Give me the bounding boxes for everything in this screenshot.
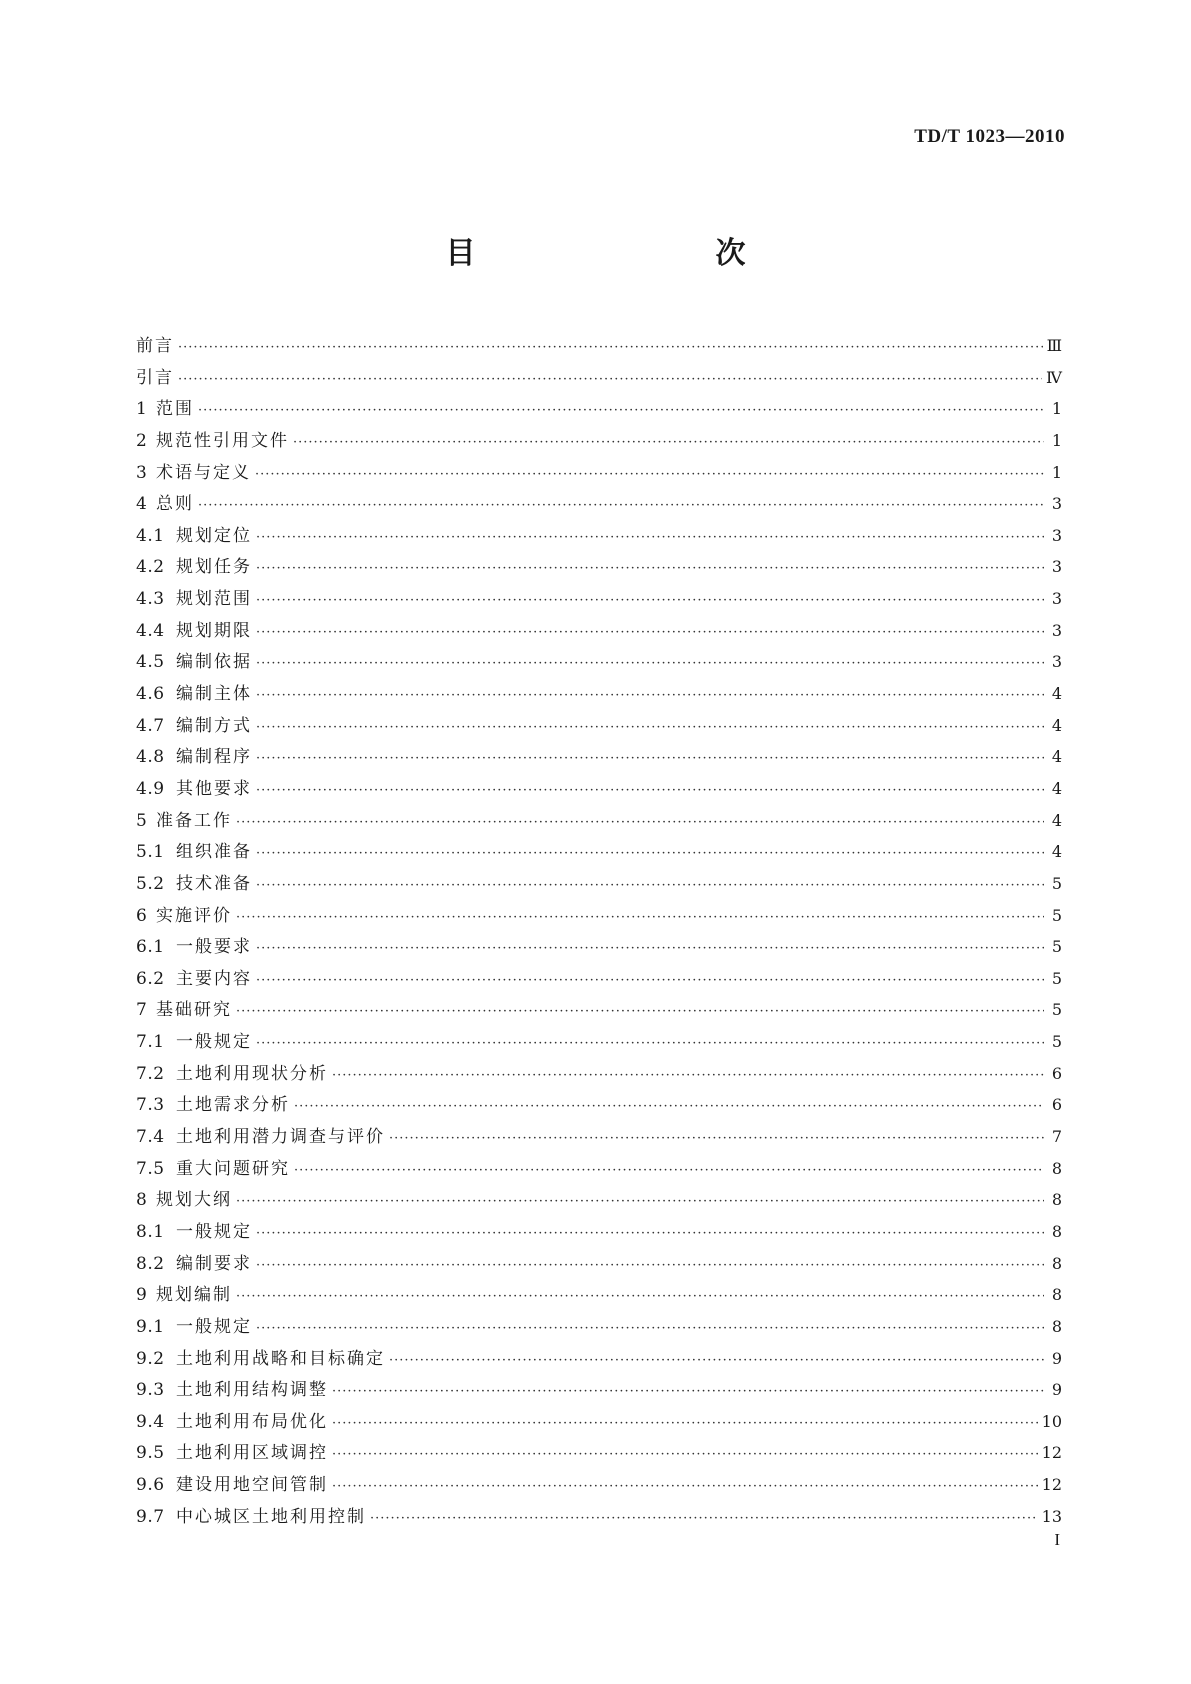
toc-entry-number: 3 [136, 462, 148, 483]
toc-entry-page: 4 [1051, 747, 1062, 767]
toc-entry-number: 9.1 [136, 1316, 165, 1337]
toc-entry-number: 4.6 [136, 684, 165, 705]
toc-entry[interactable] [136, 963, 1062, 995]
toc-leader-dots [256, 775, 1044, 807]
toc-leader-dots [389, 1123, 1044, 1155]
toc-entry[interactable] [136, 1374, 1062, 1406]
table-of-contents [136, 330, 1062, 1532]
toc-leader-dots [294, 1155, 1044, 1187]
toc-leader-dots [178, 332, 1043, 364]
toc-entry[interactable] [136, 1184, 1062, 1216]
toc-entry[interactable] [136, 457, 1062, 489]
toc-entry-title: 土地利用潜力调查与评价 [176, 1127, 385, 1148]
toc-leader-dots [256, 743, 1044, 775]
toc-leader-dots [332, 1471, 1038, 1503]
toc-entry-title: 前言 [136, 336, 174, 356]
toc-entry-title: 土地利用战略和目标确定 [176, 1348, 385, 1369]
toc-entry[interactable] [136, 1248, 1062, 1280]
toc-entry-page: 8 [1051, 1158, 1062, 1178]
toc-entry[interactable] [136, 425, 1062, 457]
toc-leader-dots [236, 902, 1044, 934]
toc-entry[interactable] [136, 1058, 1062, 1090]
toc-leader-dots [256, 553, 1044, 585]
toc-entry-page: 12 [1041, 1443, 1062, 1463]
toc-leader-dots [256, 680, 1044, 712]
toc-entry[interactable] [136, 1469, 1062, 1501]
toc-entry-title: 引言 [136, 367, 174, 388]
toc-entry-title: 准备工作 [156, 810, 232, 831]
toc-leader-dots [256, 870, 1044, 902]
toc-entry-title: 规划期限 [176, 620, 252, 641]
toc-entry-number: 7 [136, 1000, 148, 1021]
toc-entry[interactable] [136, 773, 1062, 805]
toc-leader-dots [236, 807, 1044, 839]
toc-entry-page: 3 [1051, 494, 1062, 514]
toc-entry-page: 5 [1051, 873, 1062, 893]
toc-entry-title: 技术准备 [176, 873, 252, 894]
toc-entry-title: 中心城区土地利用控制 [176, 1506, 366, 1527]
toc-entry-page: 13 [1041, 1506, 1062, 1526]
toc-leader-dots [256, 1218, 1044, 1250]
toc-entry-number: 8.1 [136, 1221, 165, 1242]
toc-entry-number: 5 [136, 810, 148, 831]
toc-entry-number: 4.4 [136, 620, 165, 641]
toc-entry[interactable] [136, 393, 1062, 425]
toc-entry[interactable] [136, 1437, 1062, 1469]
toc-entry[interactable] [136, 805, 1062, 837]
toc-entry-page: 1 [1051, 430, 1062, 450]
toc-leader-dots [256, 585, 1044, 617]
toc-entry-title: 编制主体 [176, 684, 252, 705]
toc-entry-title: 编制要求 [176, 1253, 252, 1274]
toc-entry[interactable] [136, 1121, 1062, 1153]
toc-leader-dots [256, 965, 1044, 997]
toc-entry-page: Ⅲ [1046, 336, 1062, 355]
toc-leader-dots [236, 1281, 1044, 1313]
toc-entry[interactable] [136, 1406, 1062, 1438]
toc-entry-title: 组织准备 [176, 842, 252, 863]
toc-entry-page: 3 [1051, 557, 1062, 577]
toc-entry-page: 8 [1051, 1221, 1062, 1241]
toc-entry-title: 土地利用布局优化 [176, 1411, 328, 1432]
toc-entry-page: 5 [1051, 1032, 1062, 1052]
toc-entry-title: 规范性引用文件 [156, 430, 289, 451]
toc-leader-dots [370, 1503, 1038, 1535]
toc-entry-page: 8 [1051, 1316, 1062, 1336]
toc-entry[interactable] [136, 615, 1062, 647]
toc-entry[interactable] [136, 488, 1062, 520]
toc-entry-number: 5.2 [136, 873, 165, 894]
toc-entry-number: 4.3 [136, 589, 165, 610]
toc-entry-number: 8.2 [136, 1253, 165, 1274]
toc-entry[interactable] [136, 1501, 1062, 1533]
toc-entry[interactable] [136, 583, 1062, 615]
toc-entry-number: 6.2 [136, 968, 165, 989]
toc-leader-dots [198, 490, 1044, 522]
toc-leader-dots [178, 364, 1042, 396]
toc-entry-page: 3 [1051, 589, 1062, 609]
toc-entry[interactable] [136, 520, 1062, 552]
page-title: 目 次 [445, 236, 806, 271]
toc-entry-page: 4 [1051, 810, 1062, 830]
toc-leader-dots [256, 617, 1044, 649]
toc-entry-title: 基础研究 [156, 1000, 232, 1021]
toc-entry-title: 重大问题研究 [176, 1158, 290, 1179]
toc-entry[interactable] [136, 362, 1062, 394]
toc-entry-number: 6.1 [136, 937, 165, 958]
toc-leader-dots [332, 1408, 1038, 1440]
toc-entry-page: 3 [1051, 620, 1062, 640]
toc-leader-dots [256, 1313, 1044, 1345]
toc-entry-number: 7.3 [136, 1095, 165, 1116]
page-number: I [1054, 1530, 1060, 1549]
toc-entry-number: 9 [136, 1285, 148, 1306]
toc-entry-page: Ⅳ [1046, 367, 1062, 387]
toc-leader-dots [256, 1028, 1044, 1060]
toc-entry-title: 规划范围 [176, 589, 252, 610]
toc-entry[interactable] [136, 900, 1062, 932]
toc-entry-number: 9.6 [136, 1475, 165, 1496]
toc-entry-page: 8 [1051, 1285, 1062, 1305]
toc-leader-dots [256, 933, 1044, 965]
toc-entry-number: 7.1 [136, 1032, 165, 1053]
toc-leader-dots [256, 838, 1044, 870]
toc-entry-page: 3 [1051, 525, 1062, 545]
toc-entry-page: 4 [1051, 778, 1062, 798]
toc-entry-title: 土地需求分析 [176, 1095, 290, 1116]
toc-entry[interactable] [136, 710, 1062, 742]
toc-entry-page: 8 [1051, 1190, 1062, 1210]
toc-entry-title: 编制方式 [176, 715, 252, 736]
toc-entry[interactable] [136, 994, 1062, 1026]
toc-entry[interactable] [136, 931, 1062, 963]
toc-entry-page: 4 [1051, 715, 1062, 735]
toc-entry-number: 6 [136, 905, 148, 926]
toc-entry-number: 7.4 [136, 1127, 165, 1148]
toc-entry-page: 1 [1051, 399, 1062, 419]
toc-entry-title: 规划定位 [176, 525, 252, 546]
toc-entry-number: 9.2 [136, 1348, 165, 1369]
toc-entry-number: 7.5 [136, 1158, 165, 1179]
toc-entry[interactable] [136, 1311, 1062, 1343]
toc-entry-title: 一般规定 [176, 1032, 252, 1053]
toc-entry[interactable] [136, 646, 1062, 678]
toc-entry-title: 建设用地空间管制 [176, 1475, 328, 1496]
toc-entry-page: 5 [1051, 968, 1062, 988]
toc-entry[interactable] [136, 836, 1062, 868]
toc-entry[interactable] [136, 741, 1062, 773]
toc-entry-page: 8 [1051, 1253, 1062, 1273]
toc-entry-title: 一般规定 [176, 1316, 252, 1337]
toc-entry-number: 4.9 [136, 778, 165, 799]
toc-entry-number: 4 [136, 494, 148, 515]
toc-entry-page: 4 [1051, 842, 1062, 862]
toc-entry-page: 1 [1051, 462, 1062, 482]
document-code: TD/T 1023—2010 [914, 126, 1065, 147]
toc-entry-number: 9.5 [136, 1443, 165, 1464]
toc-entry-page: 7 [1051, 1127, 1062, 1147]
toc-entry-title: 编制依据 [176, 652, 252, 673]
toc-entry-number: 4.2 [136, 557, 165, 578]
toc-entry-page: 6 [1051, 1095, 1062, 1115]
toc-entry-number: 4.1 [136, 525, 165, 546]
toc-entry-page: 4 [1051, 684, 1062, 704]
toc-entry-number: 7.2 [136, 1063, 165, 1084]
toc-entry-number: 4.8 [136, 747, 165, 768]
toc-entry-number: 9.3 [136, 1380, 165, 1401]
toc-entry-page: 6 [1051, 1063, 1062, 1083]
toc-entry-title: 实施评价 [156, 905, 232, 926]
toc-leader-dots [332, 1060, 1044, 1092]
toc-entry-title: 规划编制 [156, 1285, 232, 1306]
toc-entry-title: 主要内容 [176, 968, 252, 989]
toc-entry-page: 9 [1051, 1380, 1062, 1400]
toc-entry[interactable] [136, 678, 1062, 710]
toc-entry[interactable] [136, 551, 1062, 583]
toc-entry[interactable] [136, 1153, 1062, 1185]
toc-entry-title: 术语与定义 [156, 462, 251, 483]
toc-entry[interactable] [136, 1216, 1062, 1248]
toc-entry-title: 土地利用结构调整 [176, 1380, 328, 1401]
toc-entry-number: 4.5 [136, 652, 165, 673]
toc-entry-page: 12 [1041, 1475, 1062, 1495]
toc-entry-page: 10 [1041, 1411, 1062, 1431]
toc-entry-title: 其他要求 [176, 778, 252, 799]
toc-entry-page: 3 [1051, 652, 1062, 672]
toc-entry-page: 5 [1051, 937, 1062, 957]
toc-entry-number: 4.7 [136, 715, 165, 736]
toc-entry-number: 9.7 [136, 1506, 165, 1527]
toc-entry[interactable] [136, 1279, 1062, 1311]
toc-entry-page: 5 [1051, 905, 1062, 925]
toc-entry[interactable] [136, 330, 1062, 362]
toc-leader-dots [255, 459, 1044, 491]
toc-leader-dots [256, 712, 1044, 744]
toc-entry-number: 5.1 [136, 842, 165, 863]
toc-entry-title: 规划大纲 [156, 1190, 232, 1211]
toc-leader-dots [236, 996, 1044, 1028]
toc-entry-title: 一般规定 [176, 1221, 252, 1242]
toc-entry-title: 土地利用区域调控 [176, 1443, 328, 1464]
toc-leader-dots [256, 1250, 1044, 1282]
toc-entry-title: 编制程序 [176, 747, 252, 768]
toc-entry[interactable] [136, 1089, 1062, 1121]
toc-leader-dots [256, 522, 1044, 554]
toc-entry-page: 9 [1051, 1348, 1062, 1368]
toc-entry-title: 总则 [156, 494, 194, 515]
toc-entry-title: 规划任务 [176, 557, 252, 578]
toc-leader-dots [293, 427, 1044, 459]
toc-entry-number: 2 [136, 430, 148, 451]
toc-entry-number: 8 [136, 1190, 148, 1211]
toc-entry[interactable] [136, 868, 1062, 900]
toc-entry-number: 9.4 [136, 1411, 165, 1432]
toc-entry[interactable] [136, 1343, 1062, 1375]
toc-leader-dots [256, 648, 1044, 680]
toc-entry-number: 1 [136, 399, 148, 420]
toc-leader-dots [236, 1186, 1044, 1218]
toc-entry-title: 一般要求 [176, 937, 252, 958]
toc-leader-dots [332, 1439, 1038, 1471]
toc-leader-dots [332, 1376, 1044, 1408]
toc-leader-dots [389, 1345, 1044, 1377]
toc-entry[interactable] [136, 1026, 1062, 1058]
toc-leader-dots [294, 1091, 1044, 1123]
toc-entry-title: 土地利用现状分析 [176, 1063, 328, 1084]
toc-entry-page: 5 [1051, 1000, 1062, 1020]
toc-entry-title: 范围 [156, 399, 194, 420]
toc-leader-dots [198, 395, 1044, 427]
